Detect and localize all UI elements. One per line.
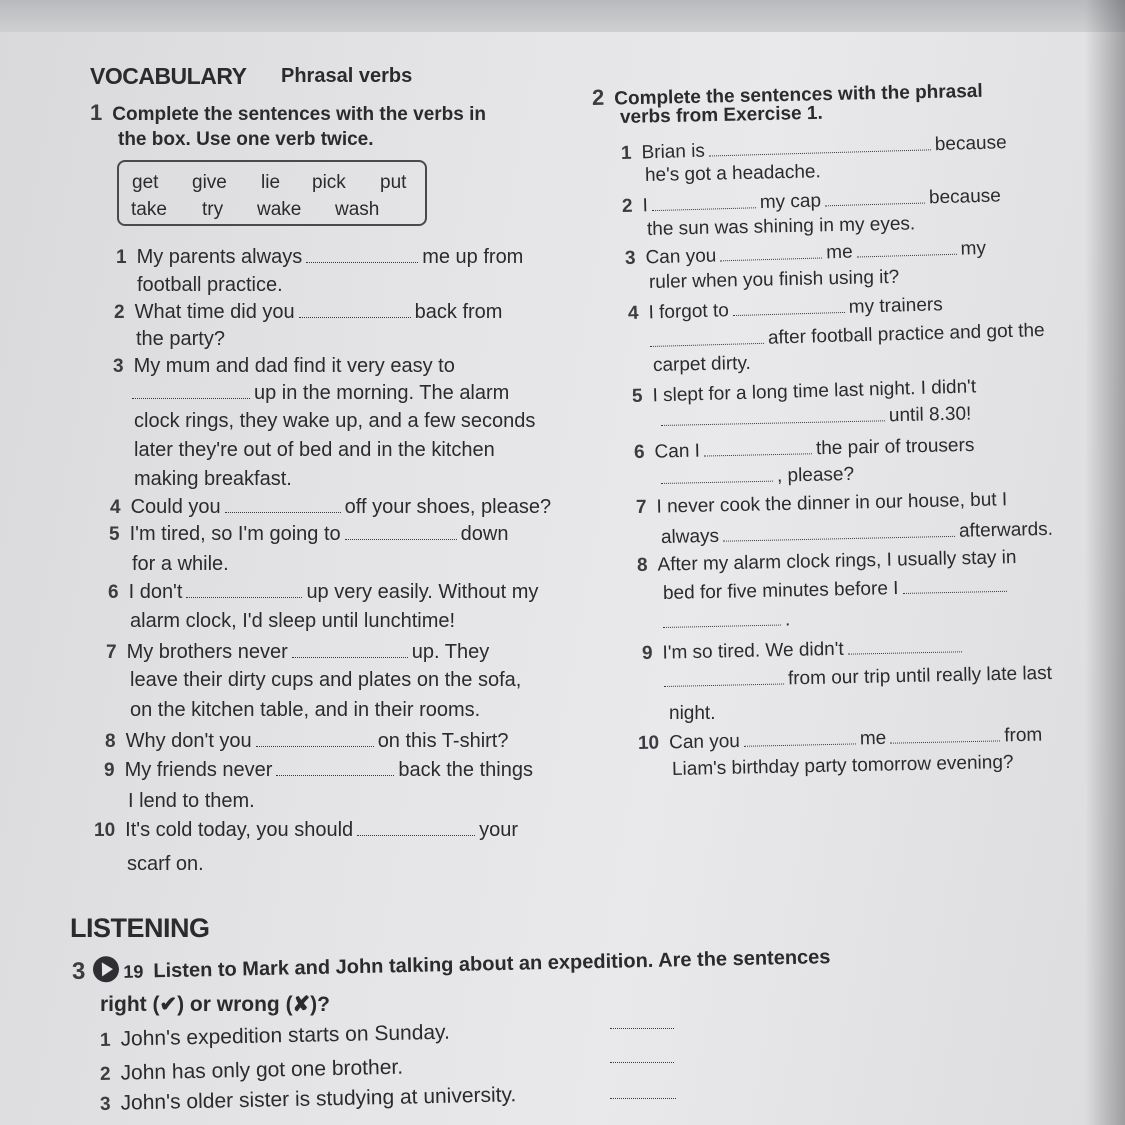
answer-blank[interactable] <box>847 637 961 654</box>
ex2-instruction-line2: verbs from Exercise 1. <box>619 102 823 128</box>
answer-blank[interactable] <box>650 329 764 347</box>
ex1-item-5-line2: for a while. <box>132 553 229 575</box>
answer-blank[interactable] <box>661 406 885 426</box>
ex2-item-1-line1: 1 Brian is because <box>620 132 1007 164</box>
answer-blank[interactable] <box>276 761 394 776</box>
ex2-item-5-line1: 5 I slept for a long time last night. I didn't <box>631 376 977 407</box>
answer-blank[interactable] <box>610 1098 676 1099</box>
ex2-item-3-line2: ruler when you finish using it? <box>648 266 900 293</box>
ex2-item-4-line3: carpet dirty. <box>652 352 752 376</box>
ex1-item-3-line4: later they're out of bed and in the kitchen <box>134 439 495 461</box>
answer-blank[interactable] <box>663 611 781 628</box>
ex2-item-9-line3: night. <box>669 703 716 724</box>
box-word: wash <box>335 199 380 220</box>
ex1-item-3-line2: up in the morning. The alarm <box>132 381 509 405</box>
ex1-item-1-line1: 1 My parents always me up from <box>116 246 524 268</box>
ex2-number: 2 <box>591 84 605 110</box>
ex2-item-9-line2: from our trip until really late last <box>664 662 1052 694</box>
audio-play-icon[interactable] <box>93 956 120 983</box>
answer-blank[interactable] <box>256 732 374 747</box>
page-shadow <box>1085 0 1125 1125</box>
ex1-item-10-line1: 10 It's cold today, you should your <box>94 819 519 841</box>
ex2-item-8-line2: bed for five minutes before I <box>663 575 1011 606</box>
ex1-item-7-line2: leave their dirty cups and plates on the sofa, <box>130 669 522 691</box>
ex2-item-7-line1: 7 I never cook the dinner in our house, but I <box>635 489 1008 518</box>
ex2-item-9-line1: 9 I'm so tired. We didn't <box>642 635 966 666</box>
ex1-item-3-line1: 3 My mum and dad find it very easy to <box>113 355 455 377</box>
ex2-item-2-line1: 2 I my cap because <box>621 185 1002 217</box>
answer-blank[interactable] <box>357 821 475 836</box>
ex3-item-3: 3 John's older sister is studying at university. <box>99 1083 517 1115</box>
ex2-item-3-line1: 3 Can you me my <box>624 237 987 269</box>
answer-blank[interactable] <box>720 243 822 261</box>
ex2-item-1-line2: he's got a headache. <box>644 161 821 186</box>
box-word: lie <box>261 172 281 193</box>
ex1-instruction-line2: the box. Use one verb twice. <box>118 129 374 150</box>
ex2-item-7-line2: always afterwards. <box>660 518 1054 548</box>
answer-blank[interactable] <box>856 240 956 258</box>
answer-blank[interactable] <box>744 729 856 746</box>
answer-blank[interactable] <box>292 643 408 658</box>
answer-blank[interactable] <box>661 467 773 484</box>
ex1-item-2-line2: the party? <box>136 328 225 350</box>
ex1-item-4: 4 Could you off your shoes, please? <box>110 496 552 518</box>
answer-blank[interactable] <box>132 384 250 399</box>
section-subtitle: Phrasal verbs <box>281 65 413 87</box>
ex2-item-8-line3: . <box>663 608 791 635</box>
section-title-listening: LISTENING <box>70 913 210 943</box>
ex1-item-3-line5: making breakfast. <box>134 468 292 490</box>
answer-blank[interactable] <box>733 298 845 316</box>
answer-blank[interactable] <box>306 248 418 263</box>
answer-blank[interactable] <box>225 498 341 513</box>
box-word: try <box>202 199 224 220</box>
ex1-item-10-line2: scarf on. <box>127 853 204 875</box>
ex2-instruction-line1: 2 Complete the sentences with the phrasal <box>591 80 983 110</box>
ex1-item-5-line1: 5 I'm tired, so I'm going to down <box>109 523 509 545</box>
ex1-item-7-line3: on the kitchen table, and in their rooms. <box>130 699 481 721</box>
ex1-item-6-line1: 6 I don't up very easily. Without my <box>108 581 539 603</box>
ex2-item-4-line1: 4 I forgot to my trainers <box>627 294 943 324</box>
ex1-number: 1 <box>90 100 103 125</box>
section-title-vocabulary: VOCABULARY <box>90 63 247 89</box>
ex1-item-9-line1: 9 My friends never back the things <box>104 759 533 781</box>
ex1-item-7-line1: 7 My brothers never up. They <box>106 641 490 663</box>
answer-blank[interactable] <box>186 583 302 598</box>
answer-blank[interactable] <box>610 1028 674 1029</box>
ex2-item-8-line1: 8 After my alarm clock rings, I usually stay in <box>636 547 1017 576</box>
box-word: get <box>132 172 159 193</box>
ex1-item-9-line2: I lend to them. <box>128 790 255 812</box>
answer-blank[interactable] <box>890 726 1000 743</box>
audio-track-number: 19 <box>123 961 144 982</box>
ex3-item-2: 2 John has only got one brother. <box>99 1055 404 1085</box>
answer-blank[interactable] <box>709 135 931 156</box>
ex2-item-10-line1: 10 Can you me from <box>637 724 1043 754</box>
ex2-item-6-line1: 6 Can I the pair of trousers <box>633 434 975 463</box>
answer-blank[interactable] <box>825 189 925 207</box>
answer-blank[interactable] <box>723 522 955 542</box>
ex2-item-4-line2: after football practice and got the <box>650 319 1045 354</box>
ex1-item-8: 8 Why don't you on this T-shirt? <box>105 730 509 752</box>
answer-blank[interactable] <box>704 439 812 456</box>
ex3-instruction-line2: right (✔) or wrong (✘)? <box>100 993 330 1016</box>
ex2-item-5-line2: until 8.30! <box>661 403 972 433</box>
answer-blank[interactable] <box>345 525 457 540</box>
box-word: pick <box>312 172 346 193</box>
box-word: give <box>192 172 227 193</box>
ex3-instruction-line1: 3 19 Listen to Mark and John talking about an expedition. Are the sentences <box>71 946 831 985</box>
ex3-number: 3 <box>71 957 86 985</box>
box-word: wake <box>257 199 302 220</box>
box-word: take <box>131 199 167 220</box>
ex1-item-2-line1: 2 What time did you back from <box>114 301 503 323</box>
ex1-item-3-line3: clock rings, they wake up, and a few seconds <box>134 410 536 432</box>
ex1-item-6-line2: alarm clock, I'd sleep until lunchtime! <box>130 610 456 632</box>
ex1-instruction-line1: 1 Complete the sentences with the verbs in <box>90 100 487 125</box>
answer-blank[interactable] <box>652 193 756 211</box>
ex1-item-1-line2: football practice. <box>137 274 283 296</box>
answer-blank[interactable] <box>664 669 784 687</box>
ex3-item-1: 1 John's expedition starts on Sunday. <box>99 1020 451 1051</box>
answer-blank[interactable] <box>299 303 411 318</box>
ex2-item-6-line2: , please? <box>661 463 855 491</box>
ex2-item-2-line2: the sun was shining in my eyes. <box>646 213 916 240</box>
answer-blank[interactable] <box>902 577 1006 594</box>
page-top-edge <box>0 0 1125 32</box>
box-word: put <box>380 172 407 193</box>
ex2-item-10-line2: Liam's birthday party tomorrow evening? <box>671 751 1014 780</box>
answer-blank[interactable] <box>610 1062 674 1063</box>
